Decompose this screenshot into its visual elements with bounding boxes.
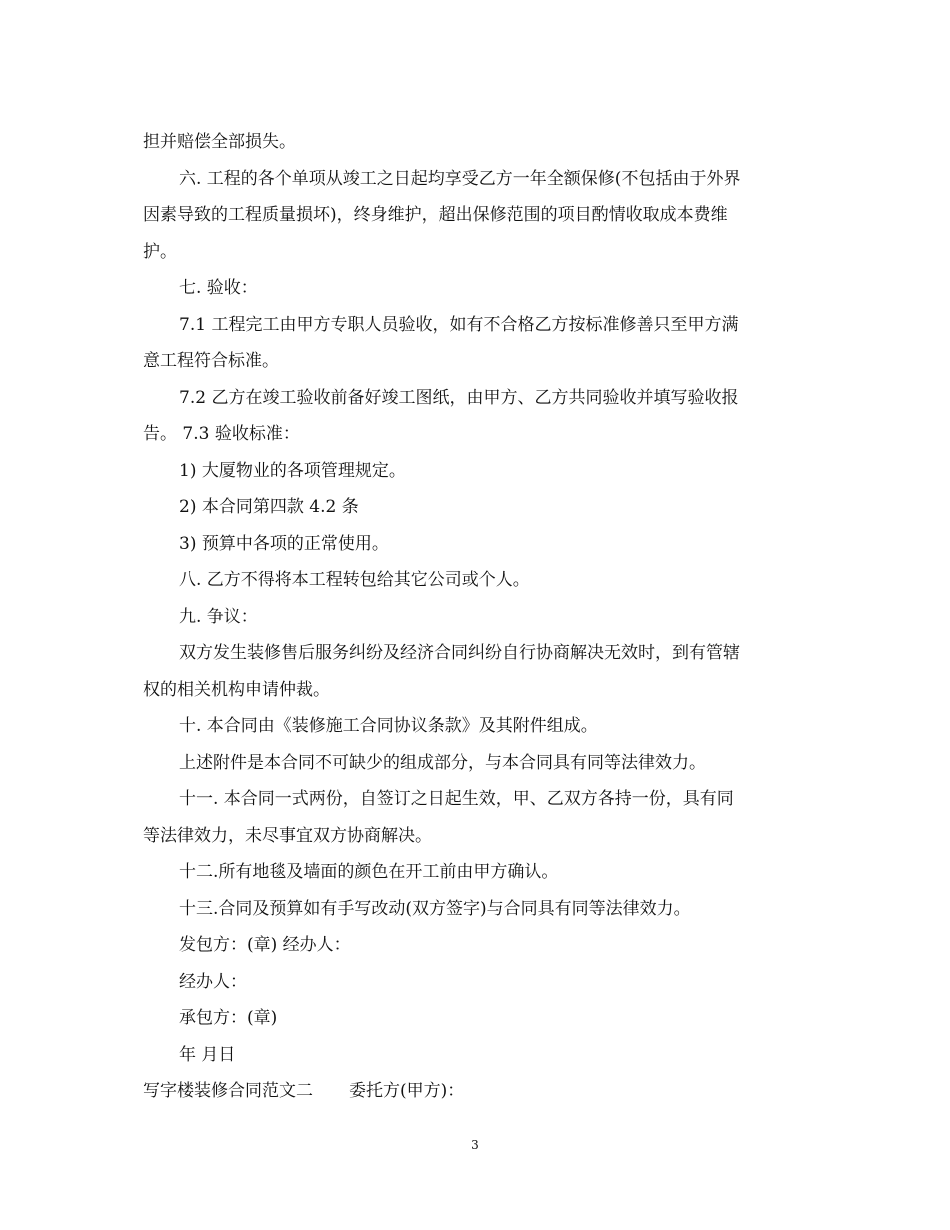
section-title: 写字楼装修合同范文二: [143, 1081, 313, 1101]
text-line: 1) 大厦物业的各项管理规定。: [179, 460, 406, 481]
page-number: 3: [471, 1138, 479, 1152]
section-title-line: [143, 1073, 809, 1110]
text-line: 意工程符合标准。: [143, 351, 279, 371]
text-line: 2) 本合同第四款 4.2 条: [179, 497, 359, 517]
text-line: 担并赔偿全部损失。: [143, 132, 296, 152]
date-line: 年 月日: [179, 1044, 236, 1065]
text-line: 护。: [143, 241, 177, 262]
document-body: [143, 124, 809, 1110]
text-line: 十三.合同及预算如有手写改动(双方签字)与合同具有同等法律效力。: [179, 898, 691, 919]
text-line: 六. 工程的各个单项从竣工之日起均享受乙方一年全额保修(不包括由于外界: [179, 168, 741, 189]
signature-line: 承包方：(章): [179, 1008, 278, 1028]
text-line: 因素导致的工程质量损坏)，终身维护，超出保修范围的项目酌情收取成本费维: [143, 205, 728, 225]
text-line: 双方发生装修售后服务纠纷及经济合同纠纷自行协商解决无效时，到有管辖: [179, 643, 740, 663]
signature-line: 经办人：: [179, 971, 247, 992]
text-line: 七. 验收：: [179, 278, 258, 298]
text-line: 权的相关机构申请仲裁。: [143, 679, 330, 700]
text-line: 八. 乙方不得将本工程转包给其它公司或个人。: [179, 570, 530, 590]
text-line: 等法律效力，未尽事宜双方协商解决。: [143, 825, 432, 846]
signature-line: 发包方：(章) 经办人：: [179, 935, 351, 955]
text-line: 上述附件是本合同不可缺少的组成部分，与本合同具有同等法律效力。: [179, 752, 706, 773]
party-a-label: 委托方(甲方)：: [349, 1081, 465, 1101]
text-line: 十二.所有地毯及墙面的颜色在开工前由甲方确认。: [179, 862, 559, 882]
text-line: 告。 7.3 验收标准：: [143, 424, 300, 444]
text-line: 3) 预算中各项的正常使用。: [179, 533, 389, 554]
text-line: 7.2 乙方在竣工验收前备好竣工图纸，由甲方、乙方共同验收并填写验收报: [179, 387, 739, 408]
text-line: 十. 本合同由《装修施工合同协议条款》及其附件组成。: [179, 716, 598, 736]
text-line: 十一. 本合同一式两份，自签订之日起生效，甲、乙双方各持一份，具有同: [179, 789, 734, 809]
text-line: 九. 争议：: [179, 606, 258, 627]
text-line: 7.1 工程完工由甲方专职人员验收，如有不合格乙方按标准修善只至甲方满: [179, 314, 739, 335]
